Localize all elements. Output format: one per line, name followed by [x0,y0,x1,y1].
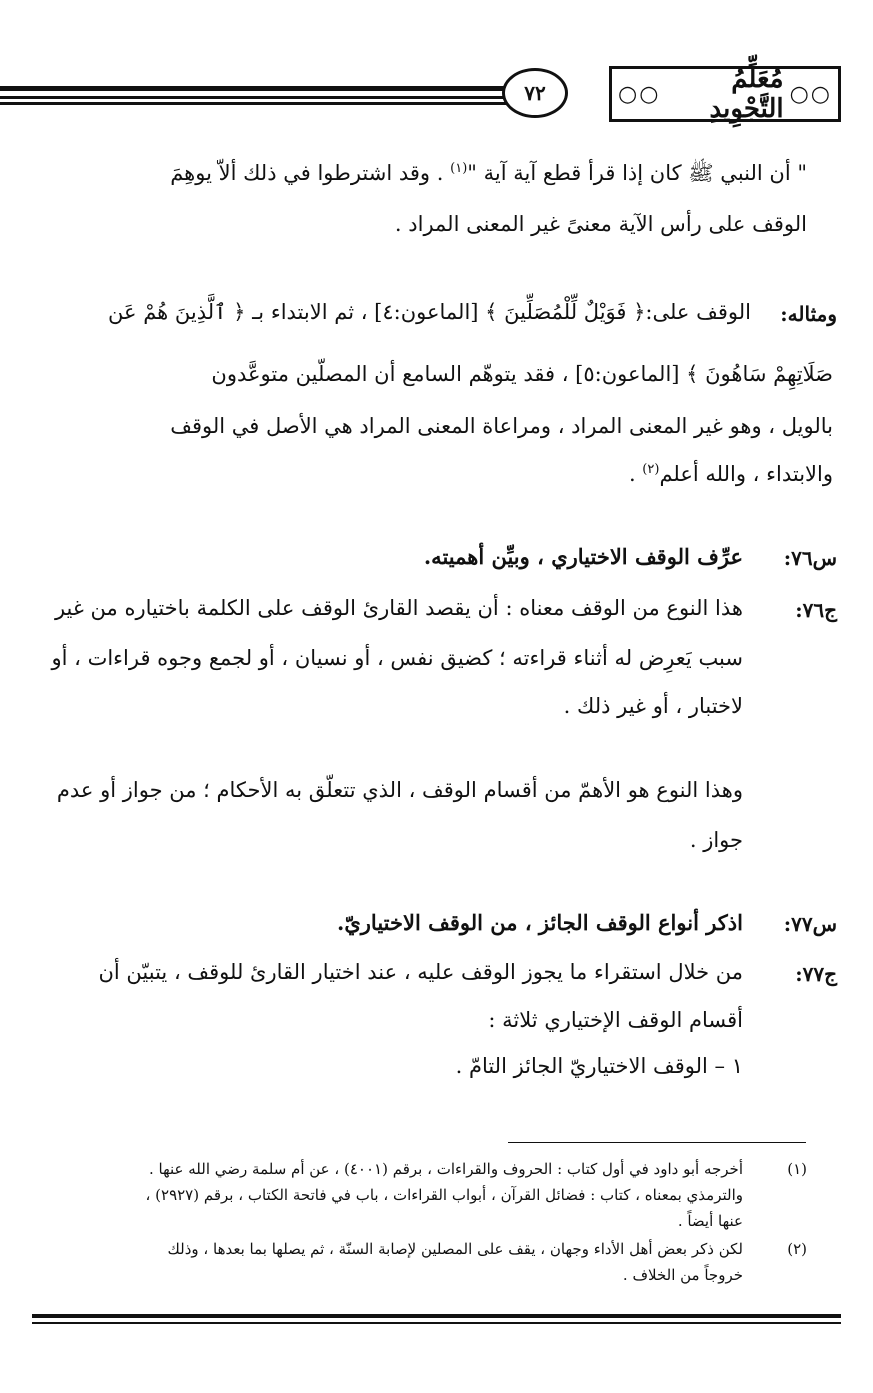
quote-continuation: . وقد اشترطوا في ذلك ألاّ يوهِمَ [170,161,444,185]
example-label: ومثاله: [780,302,837,326]
body-line-4: صَلَاتِهِمْ سَاهُونَ ﴾ [الماعون:٥] ، فقد يتوهّم السامع أن المصلّين متوعَّدون [211,362,833,386]
footnote-1-line-1: أخرجه أبو داود في أول كتاب : الحروف والقراءات ، برقم (٤٠٠١) ، عن أم سلمة رضي الله عنها . [149,1160,743,1178]
header-rule-top [0,86,510,91]
paragraph-line-1: وهذا النوع هو الأهمّ من أقسام الوقف ، الذي تتعلّق به الأحكام ؛ من جواز أو عدم [56,778,743,802]
footnote-1-line-3: عنها أيضاً . [677,1212,743,1230]
body-line-6 [40,462,833,486]
answer-76-line-3: لاختبار ، أو غير ذلك . [563,694,743,718]
answer-76-line-2: سبب يَعرِض له أثناء قراءته ؛ كضيق نفس ، أو نسيان ، أو لجمع وجوه قراءات ، أو [51,646,743,670]
body-line-3: الوقف على:﴿ فَوَيْلٌ لِّلْمُصَلِّينَ ﴾ [الماعون:٤] ، ثم الابتداء بـ ﴿ ٱلَّذِينَ هُمْ عَن [108,300,751,324]
page-number: ٧٢ [502,68,568,118]
body-line-2: الوقف على رأس الآية معنىً غير المعنى المراد . [394,212,807,236]
footnote-1-number: (١) [787,1160,807,1178]
answer-76-label: ج٧٦: [795,598,837,622]
footnote-rule [508,1142,806,1143]
running-title: مُعَلِّمُ التَّجْوِيدِ [709,64,784,124]
ornament-left: ○○ [618,81,661,107]
header-rule-bottom-2 [0,102,510,105]
question-77-text: اذكر أنواع الوقف الجائز ، من الوقف الاختياريّ. [337,910,743,935]
footnote-2-number: (٢) [787,1240,807,1258]
answer-77-label: ج٧٧: [795,962,837,986]
answer-77-line-3: ١ – الوقف الاختياريّ الجائز التامّ . [455,1054,743,1078]
header-title-box [609,66,841,122]
answer-77-line-2: أقسام الوقف الإختياري ثلاثة : [488,1008,743,1032]
body-line-5: بالويل ، وهو غير المعنى المراد ، ومراعاة المعنى المراد هي الأصل في الوقف [170,414,833,438]
question-76-text: عرِّف الوقف الاختياري ، وبيِّن أهميته. [423,544,743,569]
footnote-2-line-1: لكن ذكر بعض أهل الأداء وجهان ، يقف على المصلين لإصابة السنّة ، ثم يصلها بما بعدها ، وذلك [167,1240,743,1258]
question-77-label: س٧٧: [783,912,837,936]
question-76-label: س٧٦: [783,546,837,570]
footnote-1-line-2: والترمذي بمعناه ، كتاب : فضائل القرآن ، أبواب القراءات ، باب في فاتحة الكتاب ، برقم (٢٩٢٧) ، [145,1186,743,1204]
footnote-ref-2: (٢) [642,462,660,477]
ornament-right: ○○ [789,81,832,107]
header-rule-bottom [0,96,510,99]
footnote-ref-1: (١) [450,161,468,176]
closing-text: والابتداء ، والله أعلم [659,462,833,486]
bottom-rule-2 [32,1322,841,1324]
bottom-rule-1 [32,1314,841,1318]
paragraph-line-2: جواز . [689,828,743,852]
body-line-1 [40,160,807,191]
closing-period: . [628,462,643,486]
answer-77-line-1: من خلال استقراء ما يجوز الوقف عليه ، عند اختيار القارئ للوقف ، يتبيّن أن [98,960,743,984]
footnote-2-line-2: خروجاً من الخلاف . [622,1266,743,1284]
answer-76-line-1: هذا النوع من الوقف معناه : أن يقصد القارئ الوقف على الكلمة باختياره من غير [54,596,743,620]
quote-text: " أن النبي ﷺ كان إذا قرأ قطع آية آية " [467,161,807,185]
